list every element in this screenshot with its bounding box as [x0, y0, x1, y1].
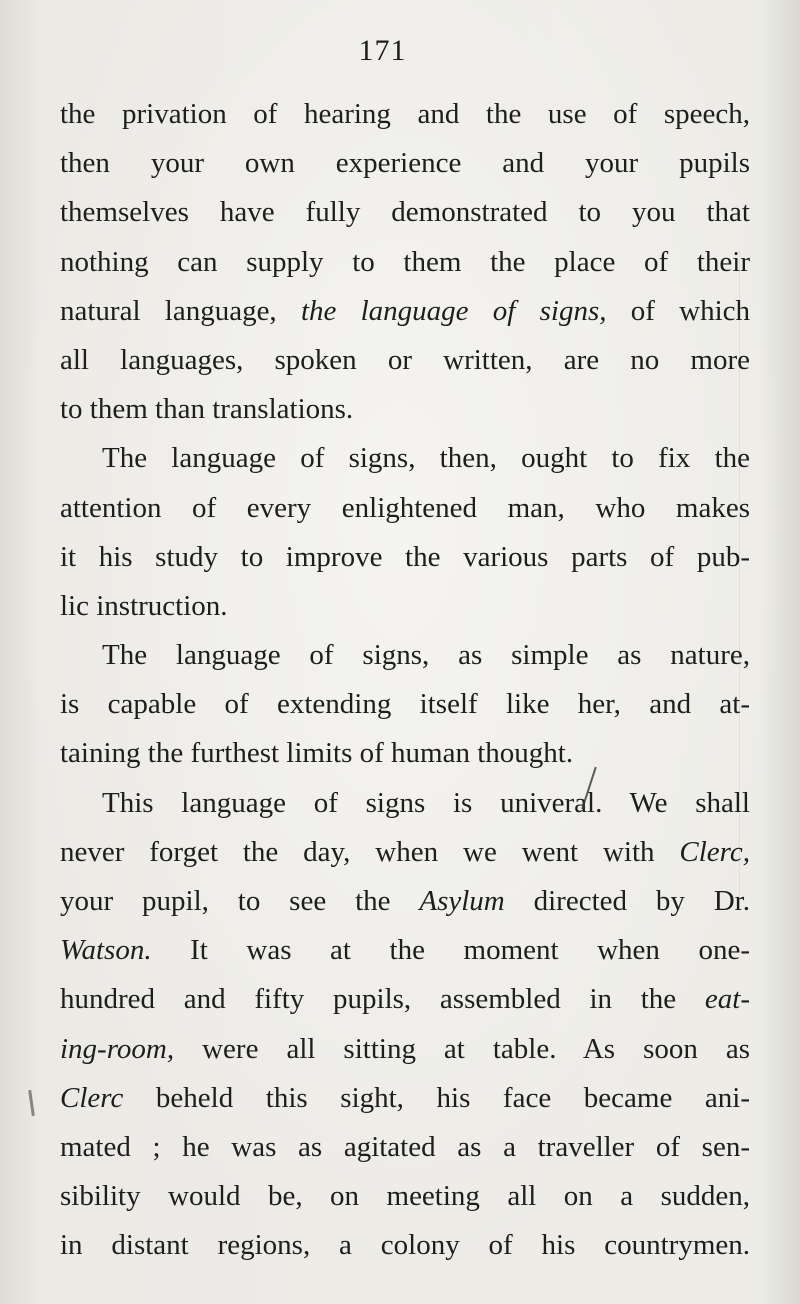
text-span: your pupil, to see the	[60, 885, 420, 917]
text-span: to them than translations.	[60, 393, 354, 426]
text-span: nothing can supply to them the place of their	[60, 245, 750, 278]
text-span: It was at the moment when one-	[151, 934, 750, 967]
text-span: is capable of extending itself like her, and at-	[60, 688, 750, 721]
text-span: lic instruction.	[60, 589, 228, 622]
text-span: taining the furthest limits of human thought.	[60, 737, 574, 770]
text-span: of which	[606, 294, 751, 327]
text-line	[60, 90, 750, 139]
margin-pencil-mark	[28, 1090, 35, 1116]
page-number: 171	[358, 34, 407, 67]
text-line	[60, 385, 750, 434]
text-span: The language of signs, then, ought to fix the	[102, 442, 750, 475]
text-line	[60, 1025, 750, 1074]
text-span: it his study to improve the various parts of pub-	[60, 540, 750, 573]
italic-span: Clerc	[60, 1081, 124, 1114]
text-span: mated ; he was as agitated as a traveller of sen-	[60, 1130, 750, 1163]
text-line	[60, 729, 750, 778]
italic-span: eat-	[704, 983, 750, 1016]
text-line	[60, 287, 750, 336]
text-span: never forget the day, when we went with	[60, 835, 680, 868]
text-line	[60, 1123, 750, 1172]
italic-span: Clerc,	[679, 835, 750, 868]
text-line	[60, 779, 750, 828]
text-line	[60, 434, 750, 483]
text-line	[60, 1221, 750, 1270]
text-line	[60, 828, 750, 877]
body-text	[60, 90, 750, 1271]
text-line	[60, 484, 750, 533]
text-span: were all sitting at table. As soon as	[174, 1032, 750, 1065]
text-line	[60, 631, 750, 680]
italic-span: ing-room,	[60, 1032, 175, 1065]
text-span: sibility would be, on meeting all on a sudden,	[60, 1180, 750, 1213]
text-line	[60, 336, 750, 385]
text-line	[60, 238, 750, 287]
text-span: hundred and fifty pupils, assembled in the	[60, 983, 705, 1016]
italic-span: Watson.	[60, 934, 152, 967]
text-span: The language of signs, as simple as nature,	[102, 639, 750, 672]
text-line	[60, 877, 750, 926]
text-line	[60, 139, 750, 188]
text-span: then your own experience and your pupils	[60, 147, 750, 180]
text-span: directed by Dr.	[504, 885, 750, 917]
text-line	[60, 680, 750, 729]
text-line	[60, 1172, 750, 1221]
text-span: all languages, spoken or written, are no more	[60, 343, 750, 376]
text-line	[60, 1074, 750, 1123]
text-line	[60, 188, 750, 237]
text-span: attention of every enlightened man, who makes	[60, 491, 750, 524]
italic-span: Asylum	[419, 885, 505, 917]
text-span: the privation of hearing and the use of speech,	[60, 98, 750, 130]
italic-span: the language of signs,	[300, 294, 607, 327]
text-span: themselves have fully demonstrated to you that	[60, 196, 750, 229]
text-span: This language of signs is univeral. We shall	[102, 786, 750, 819]
text-line	[60, 926, 750, 975]
text-span: natural language,	[60, 294, 301, 327]
text-span: in distant regions, a colony of his countrymen.	[60, 1229, 750, 1262]
text-line	[60, 582, 750, 631]
text-span: beheld this sight, his face became ani-	[123, 1081, 750, 1114]
text-line	[60, 533, 750, 582]
text-line	[60, 975, 750, 1024]
